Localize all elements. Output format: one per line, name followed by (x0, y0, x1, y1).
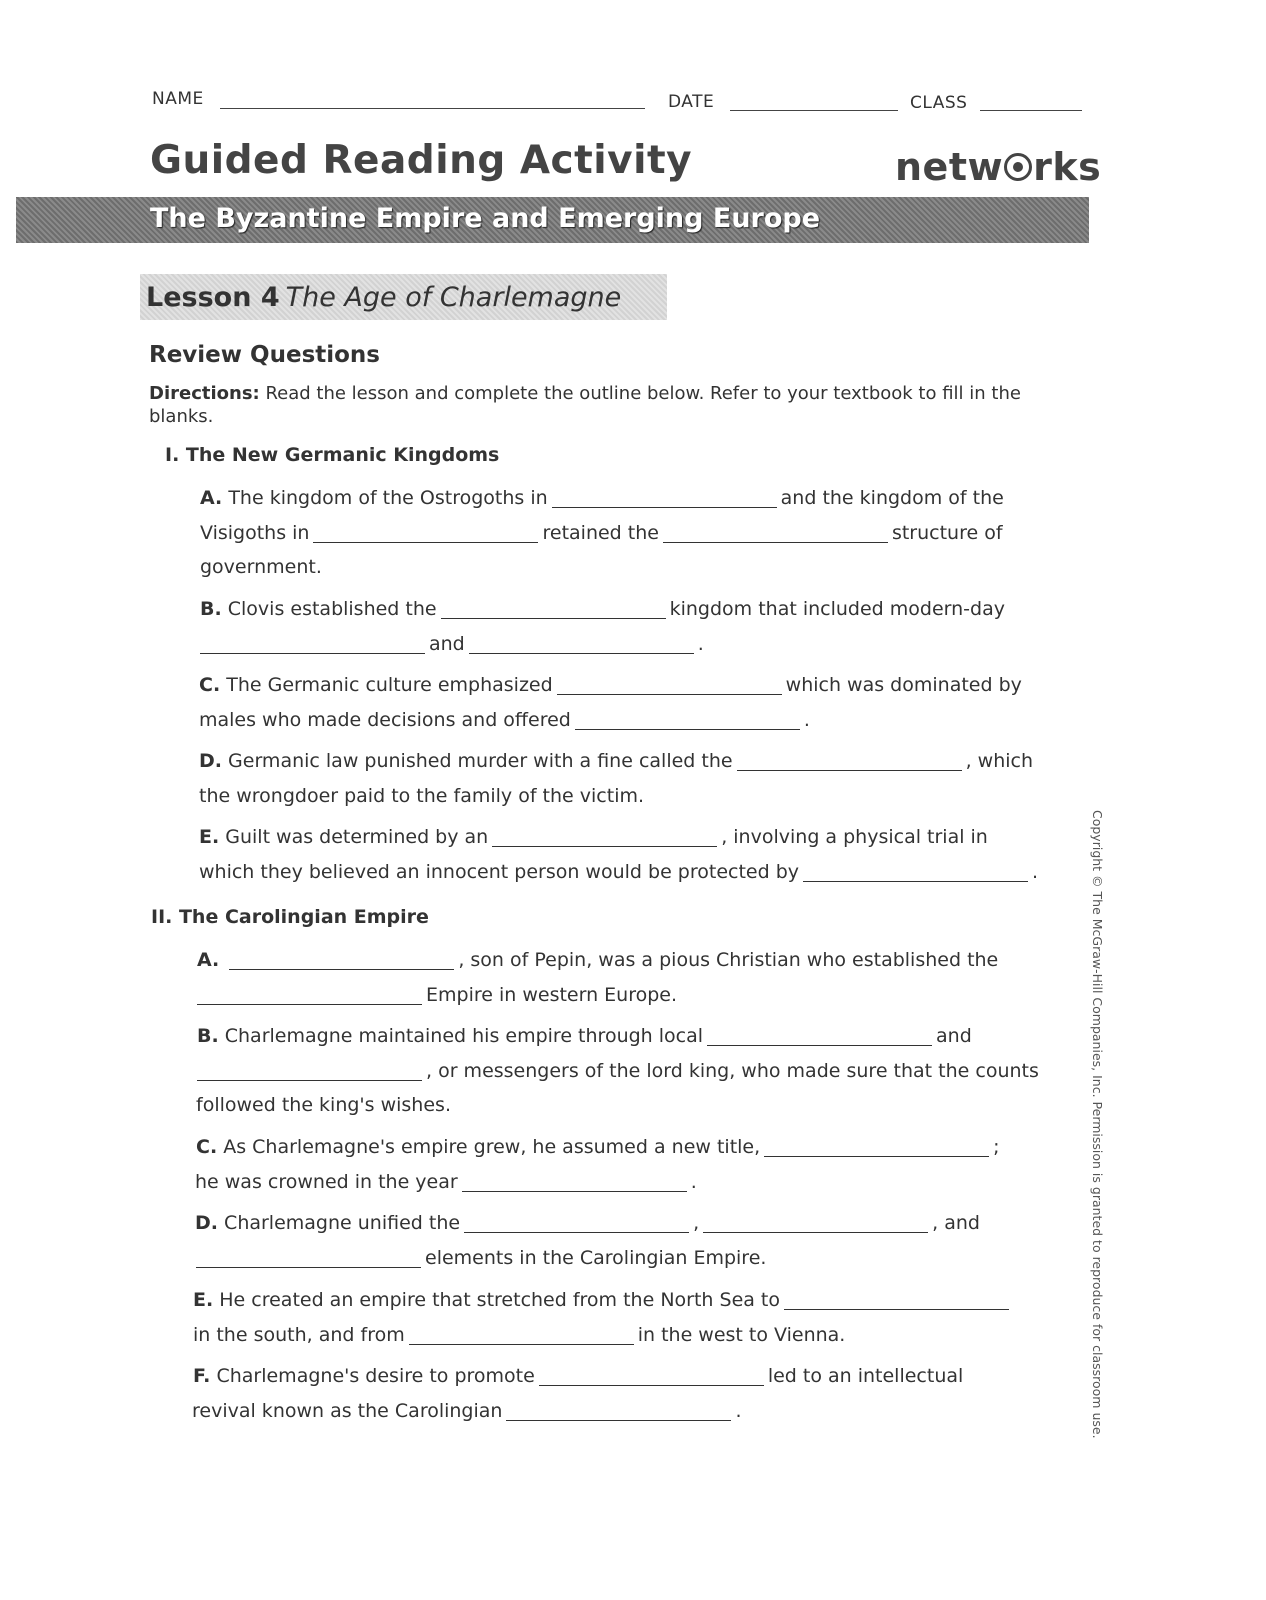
blank-field[interactable] (557, 675, 782, 695)
blank-field[interactable] (506, 1401, 731, 1421)
item-letter: E. (199, 826, 220, 848)
item-1c-line1 (199, 674, 1022, 696)
blank-field[interactable] (462, 1172, 687, 1192)
logo-o-icon (1004, 153, 1032, 181)
item-2b-line3: followed the king's wishes. (196, 1094, 451, 1116)
item-text: revival known as the Carolingian (192, 1400, 503, 1422)
item-text: led to an intellectual (767, 1365, 964, 1387)
item-1a-line2 (200, 522, 1003, 544)
item-text: Empire in western Europe. (426, 984, 678, 1006)
item-letter: D. (199, 750, 222, 772)
item-2e-line1 (193, 1289, 1013, 1311)
item-2d-line2 (192, 1247, 766, 1269)
item-2b-line2 (193, 1060, 1039, 1082)
item-text: , involving a physical trial in (721, 826, 988, 848)
item-text: which they believed an innocent person would be protected by (199, 861, 800, 883)
item-text: . (803, 709, 810, 731)
item-2d-line1 (195, 1212, 980, 1234)
item-text: Visigoths in (200, 522, 310, 544)
item-letter: C. (199, 674, 221, 696)
item-letter: A. (200, 487, 223, 509)
item-2a-line1 (197, 949, 998, 971)
directions-label: Directions: (149, 383, 260, 404)
blank-field[interactable] (469, 634, 694, 654)
copyright-notice: Copyright © The McGraw-Hill Companies, Inc. Permission is granted to reproduce for classroom use. (1090, 810, 1105, 1439)
item-text: in the south, and from (193, 1324, 405, 1346)
item-letter: C. (196, 1136, 218, 1158)
item-letter: B. (200, 598, 222, 620)
blank-field[interactable] (313, 523, 538, 543)
item-text: , or messengers of the lord king, who made sure that the counts (426, 1060, 1039, 1082)
blank-field[interactable] (703, 1213, 928, 1233)
item-letter: E. (193, 1289, 214, 1311)
item-2c-line2 (195, 1171, 697, 1193)
blank-field[interactable] (441, 599, 666, 619)
item-text: . (697, 633, 704, 655)
item-2f-line2 (192, 1400, 742, 1422)
item-1b-line2 (196, 633, 704, 655)
section-2-heading: II. The Carolingian Empire (151, 906, 429, 928)
item-text: males who made decisions and offered (199, 709, 571, 731)
blank-field[interactable] (663, 523, 888, 543)
item-text: and (936, 1025, 972, 1047)
item-text: As Charlemagne's empire grew, he assumed a new title, (223, 1136, 761, 1158)
name-label: NAME (152, 89, 204, 109)
directions-text: Read the lesson and complete the outline below. Refer to your textbook to fill in the blanks. (149, 383, 1021, 427)
item-1e-line2 (199, 861, 1038, 883)
lesson-heading (146, 282, 621, 313)
item-2f-line1 (193, 1365, 963, 1387)
blank-field[interactable] (229, 950, 454, 970)
item-text: retained the (542, 522, 659, 544)
item-text: ; (993, 1136, 1000, 1158)
item-text: in the west to Vienna. (637, 1324, 846, 1346)
item-text: , (693, 1212, 700, 1234)
item-text: Charlemagne unified the (224, 1212, 461, 1234)
item-letter: D. (195, 1212, 218, 1234)
item-text: . (1032, 861, 1039, 883)
item-text: Charlemagne maintained his empire through local (224, 1025, 704, 1047)
item-2c-line1 (196, 1136, 1000, 1158)
blank-field[interactable] (539, 1366, 764, 1386)
blank-field[interactable] (707, 1026, 932, 1046)
item-text: Clovis established the (227, 598, 437, 620)
item-2a-line2 (193, 984, 677, 1006)
item-1a-line3: government. (200, 556, 322, 578)
item-letter: A. (197, 949, 220, 971)
item-text: kingdom that included modern-day (669, 598, 1005, 620)
item-2b-line1 (197, 1025, 972, 1047)
blank-field[interactable] (784, 1290, 1009, 1310)
review-heading: Review Questions (149, 342, 380, 368)
blank-field[interactable] (803, 862, 1028, 882)
item-1c-line2 (199, 709, 810, 731)
item-letter: F. (193, 1365, 211, 1387)
directions (149, 382, 1069, 428)
date-field[interactable] (730, 110, 898, 111)
name-field[interactable] (220, 108, 645, 109)
lesson-label: Lesson 4 (146, 282, 280, 313)
item-text: He created an empire that stretched from the North Sea to (219, 1289, 781, 1311)
logo-text-2: rks (1033, 145, 1102, 189)
page-title: Guided Reading Activity (150, 138, 693, 183)
item-letter: B. (197, 1025, 219, 1047)
item-text: The kingdom of the Ostrogoths in (228, 487, 548, 509)
item-text: he was crowned in the year (195, 1171, 458, 1193)
item-text: . (735, 1400, 742, 1422)
class-field[interactable] (980, 110, 1082, 111)
blank-field[interactable] (737, 751, 962, 771)
date-label: DATE (668, 92, 715, 112)
item-1d-line2: the wrongdoer paid to the family of the victim. (199, 785, 645, 807)
blank-field[interactable] (197, 985, 422, 1005)
item-2e-line2 (193, 1324, 845, 1346)
class-label: CLASS (910, 93, 968, 113)
blank-field[interactable] (764, 1137, 989, 1157)
logo-text-1: netw (895, 145, 1004, 189)
blank-field[interactable] (196, 1248, 421, 1268)
item-text: structure of (891, 522, 1003, 544)
item-text: which was dominated by (785, 674, 1022, 696)
item-1e-line1 (199, 826, 988, 848)
blank-field[interactable] (464, 1213, 689, 1233)
blank-field[interactable] (552, 488, 777, 508)
item-text: Guilt was determined by an (225, 826, 489, 848)
section-1-heading: I. The New Germanic Kingdoms (165, 444, 500, 466)
lesson-title: The Age of Charlemagne (285, 282, 622, 313)
item-text: Charlemagne's desire to promote (216, 1365, 535, 1387)
item-1b-line1 (200, 598, 1005, 620)
blank-field[interactable] (197, 1061, 422, 1081)
item-text: , and (932, 1212, 980, 1234)
item-text: . (690, 1171, 697, 1193)
item-text: and the kingdom of the (780, 487, 1004, 509)
blank-field[interactable] (492, 827, 717, 847)
item-text: The Germanic culture emphasized (226, 674, 553, 696)
item-text: Germanic law punished murder with a fine called the (228, 750, 733, 772)
blank-field[interactable] (200, 634, 425, 654)
item-1a-line1 (200, 487, 1004, 509)
banner-title: The Byzantine Empire and Emerging Europe (150, 203, 821, 234)
item-text: and (429, 633, 465, 655)
blank-field[interactable] (409, 1325, 634, 1345)
item-1d-line1 (199, 750, 1033, 772)
item-text: , which (965, 750, 1034, 772)
item-text: , son of Pepin, was a pious Christian who established the (458, 949, 999, 971)
networks-logo (895, 145, 1101, 189)
item-text: elements in the Carolingian Empire. (425, 1247, 767, 1269)
blank-field[interactable] (575, 710, 800, 730)
